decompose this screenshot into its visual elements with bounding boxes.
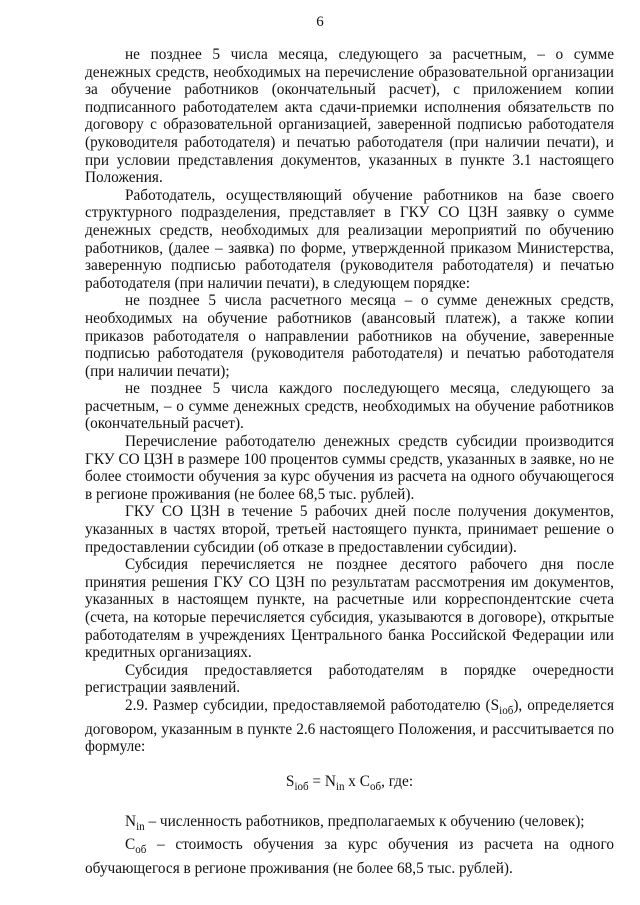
formula-n-subscript: in [335, 780, 345, 793]
paragraph-priority: Субсидия предоставляется работодателям в порядке очередности регистрации заявлений. [85, 661, 614, 697]
clause-2-9-after: ), определяется договором, указанным в пункте 2.6 настоящего Положения, и рассчитывается по формуле: [85, 696, 614, 756]
definition-c-text: – стоимость обучения за курс обучения из расчета на одного обучающегося в регионе проживания (не более 68,5 тыс. рублей). [85, 836, 614, 878]
clause-2-9-subscript: iоб [499, 705, 514, 718]
paragraph-final-settlement: не позднее 5 числа месяца, следующего за расчетным, – о сумме денежных средств, необходимых на перечисление образовательной организации за обучение работников (окончательный расчет), с приложением копии подписанного работодателем акта сдачи-приемки исполнения обязательств по договору с образовательной организацией, заверенной подписью работодателя (руководителя работодателя) и печатью работодателя (при наличии печати), и при условии представления документов, указанных в пункте 3.1 настоящего Положения. [85, 46, 614, 187]
definition-n-subscript: in [136, 820, 145, 833]
definition-c [85, 836, 614, 877]
clause-2-9 [85, 697, 614, 756]
paragraph-transfer-amount: Перечисление работодателю денежных средств субсидии производится ГКУ СО ЦЗН в размере 100 процентов суммы средств, указанных в заявке, но не более стоимости обучения за курс обучения из расчета на одного обучающегося в регионе проживания (не более 68,5 тыс. рублей). [85, 433, 614, 503]
definition-n-text: – численность работников, предполагаемых к обучению (человек); [144, 812, 585, 830]
formula-equals-n: = N [308, 772, 336, 790]
formula-tail: , где: [381, 772, 414, 790]
formula-s-subscript: iоб [294, 780, 309, 793]
paragraph-transfer-term: Субсидия перечисляется не позднее десятого рабочего дня после принятия решения ГКУ СО ЦЗН по результатам рассмотрения им документов, указанных в настоящем пункте, на расчетные или корреспондентские счета (счета, на которые перечисляется субсидия, указываются в договоре), открытые работодателям в учреждениях Центрального банка Российской Федерации или кредитных организациях. [85, 556, 614, 662]
paragraph-advance-payment: не позднее 5 числа расчетного месяца – о сумме денежных средств, необходимых на обучение работников (авансовый платеж), а также копии приказов работодателя о направлении работников на обучение, заверенные подписью работодателя (руководителя работодателя) и печатью работодателя (при наличии печати); [85, 292, 614, 380]
formula-s: S [285, 772, 295, 790]
paragraph-decision-term: ГКУ СО ЦЗН в течение 5 рабочих дней после получения документов, указанных в частях второй, третьей настоящего пункта, принимает решение о предоставлении субсидии (об отказе в предоставлении субсидии). [85, 503, 614, 556]
paragraph-own-unit-training: Работодатель, осуществляющий обучение работников на базе своего структурного подразделения, представляет в ГКУ СО ЦЗН заявку о сумме денежных средств, необходимых для реализации мероприятий по обучению работников, (далее – заявка) по форме, утвержденной приказом Министерства, заверенную подписью работодателя (руководителя работодателя) и печатью работодателя (при наличии печати), в следующем порядке: [85, 186, 614, 292]
formula-c-subscript: об [369, 780, 382, 793]
document-body [85, 46, 614, 878]
definition-n [85, 813, 614, 837]
paragraph-final-calculation: не позднее 5 числа каждого последующего месяца, следующего за расчетным, – о сумме денежных средств, необходимых на обучение работников (окончательный расчет). [85, 380, 614, 433]
subsidy-formula [85, 773, 614, 796]
page-number: 6 [316, 14, 324, 30]
definition-c-symbol: C [125, 836, 136, 854]
formula-times-c: x C [344, 772, 370, 790]
clause-2-9-before: 2.9. Размер субсидии, предоставляемой работодателю (S [125, 696, 500, 714]
definition-c-subscript: об [135, 844, 147, 857]
definition-n-symbol: N [125, 812, 137, 830]
